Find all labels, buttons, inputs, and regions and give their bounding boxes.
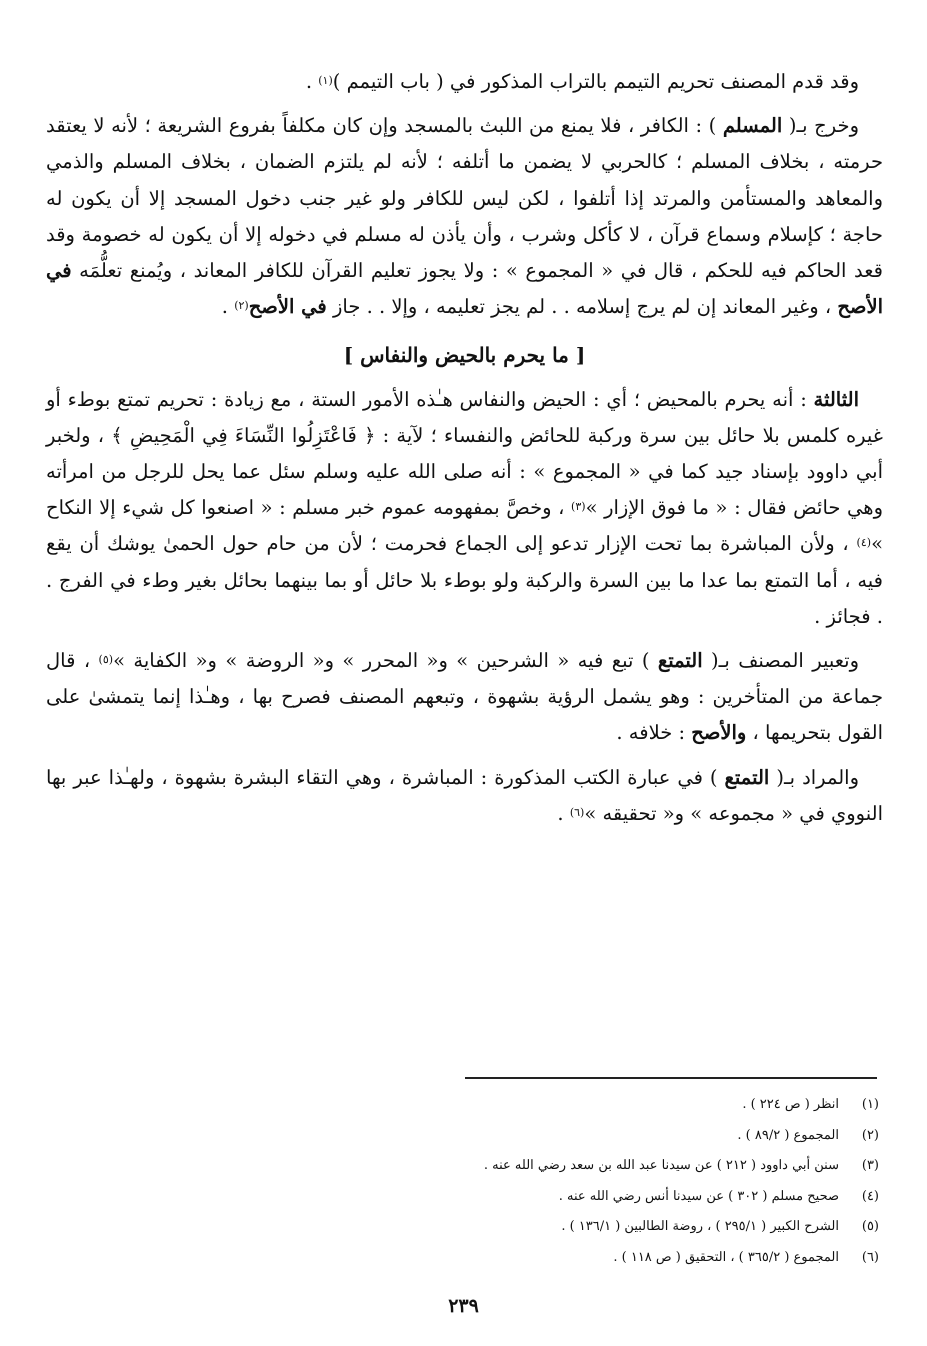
- bold-term: التمتع: [724, 765, 770, 789]
- footnote-number: (٥): [861, 1219, 879, 1234]
- text-run: والمراد بـ(: [769, 765, 859, 789]
- footnote-number: (٢): [861, 1127, 879, 1143]
- footnote-item: [46, 1121, 879, 1152]
- bold-term: في الأصح: [248, 295, 327, 319]
- section-heading: [ ما يحرم بالحيض والنفاس ]: [343, 343, 586, 368]
- footnote-ref: (٢): [234, 299, 249, 313]
- footnote-ref: (٣): [571, 500, 586, 514]
- footnote-ref: (٦): [569, 805, 585, 819]
- text-run: ) : الكافر ، فلا يمنع من اللبث بالمسجد وإن كان مكلفاً بفروع الشريعة ؛ لأنه لا يعتقد حرمته ، بخلاف المسلم ؛ كالحربي لا يضمن ما أتلفه ؛ لأنه لم يلتزم الضمان ، بخلاف المسلم والذمي والمعاهد والمستأمن والمرتد إذا أتلفوا ، لكن ليس للكافر ولو غير جنب دخول المسجد إلا أن يكون له حاجة ؛ كإسلام وسماع قرآن ، لا كأكل وشرب ، وأن يأذن له مسلم في دخوله إلا أن يكون له خصومة وقد قعد الحاكم فيه للحكم ، قال في « المجموع » : ولا يجوز تعليم القرآن للكافر المعاند ، ويُمنع تعلُّمَه: [46, 114, 883, 283]
- footnote-text: الشرح الكبير ( ٢٩٥/١ ) ، روضة الطالبين ( ١٣٦/١ ) .: [561, 1219, 839, 1234]
- text-run: وتعبير المصنف بـ(: [702, 649, 859, 673]
- text-run: : أنه يحرم بالمحيض ؛ أي : الحيض والنفاس هـٰذه الأمور الستة ، مع زيادة : تحريم تمتع بوطء أو غيره كلمس بلا حائل بين سرة وركبة للحائض والنفساء ؛ لآية : ﴿ فَاعْتَزِلُوا النِّسَاءَ فِي الْمَحِيضِ ﴾ ، ولخبر أبي داوود بإسناد جيد كما في « المجموع » : أنه صلى الله عليه وسلم سئل عما يحل للرجل من امرأته وهي حائض فقال : « ما فوق الإزار »: [46, 387, 883, 520]
- paragraph: [46, 643, 883, 752]
- footnote-ref: (٤): [856, 536, 872, 550]
- text-run: ) في عبارة الكتب المذكورة : المباشرة ، وهي التقاء البشرة بشهوة ، ولهـٰذا عبر بها النووي في « مجموعه » و« تحقيقه »: [46, 765, 883, 825]
- text-run: وقد قدم المصنف تحريم التيمم بالتراب المذكور في ( باب التيمم ): [332, 70, 859, 93]
- bold-term: التمتع: [657, 649, 703, 673]
- footnote-item: [46, 1212, 879, 1243]
- footnote-item: [46, 1090, 879, 1121]
- footnotes: [46, 1090, 879, 1273]
- section-before-heading: [46, 64, 883, 325]
- footnote-divider: [465, 1077, 877, 1079]
- bold-term: الثالثة: [813, 387, 859, 411]
- footnote-text: المجموع ( ٣٦٥/٢ ) ، التحقيق ( ص ١١٨ ) .: [613, 1249, 839, 1265]
- footnote-item: [46, 1151, 879, 1182]
- text-run: .: [221, 295, 235, 319]
- page-number: ٢٣٩: [448, 1295, 479, 1317]
- footnote-item: [46, 1182, 879, 1213]
- text-run: ، وغير المعاند إن لم يرج إسلامه . . لم يجز تعليمه ، وإلا . . جاز: [326, 295, 838, 319]
- text-run: ) تبع فيه « الشرحين » و« المحرر » و« الروضة » و« الكفاية »: [113, 649, 658, 673]
- footnote-text: المجموع ( ٨٩/٢ ) .: [737, 1127, 839, 1143]
- footnote-number: (٣): [861, 1158, 879, 1173]
- footnote-ref: (٥): [98, 653, 114, 667]
- text-run: .: [557, 801, 570, 825]
- footnote-number: (٦): [861, 1249, 879, 1265]
- bold-term: في الأصح: [46, 259, 883, 319]
- paragraph: [46, 382, 883, 635]
- text-run: ، ولأن المباشرة بما تحت الإزار تدعو إلى الجماع فحرمت ؛ لأن من حام حول الحمىٰ يوشك أن يقع فيه ، أما التمتع بما عدا ما بين السرة والركبة ولو بوطء بلا حائل أو بما بينهما بحائل بغير وطء في الفرج . . فجائز .: [46, 532, 883, 628]
- section-menstruation: [46, 382, 883, 832]
- text-run: ، قال جماعة من المتأخرين : وهو يشمل الرؤية بشهوة ، وتبعهم المصنف فصرح بها ، وهـٰذا إنما يتمشىٰ على القول بتحريمها ،: [46, 649, 883, 745]
- footnote-number: (١): [861, 1097, 879, 1112]
- paragraph: [46, 108, 883, 325]
- main-text: [46, 64, 883, 832]
- footnote-text: صحيح مسلم ( ٣٠٢ ) عن سيدنا أنس رضي الله عنه .: [558, 1188, 839, 1204]
- footnote-item: [46, 1243, 879, 1274]
- footnote-ref: (١): [318, 74, 333, 87]
- footnote-text: انظر ( ص ٢٢٤ ) .: [742, 1097, 839, 1112]
- footnote-number: (٤): [861, 1188, 879, 1204]
- bold-term: والأصح: [691, 721, 747, 745]
- footnote-text: سنن أبي داوود ( ٢١٢ ) عن سيدنا عبد الله بن سعد رضي الله عنه .: [483, 1158, 839, 1173]
- text-run: وخرج بـ(: [782, 114, 859, 138]
- text-run: ، وخصَّ بمفهومه عموم خبر مسلم : « اصنعوا كل شيء إلا النكاح »: [46, 496, 883, 556]
- paragraph: [46, 64, 883, 100]
- text-run: .: [305, 70, 319, 93]
- text-run: : خلافه .: [616, 721, 692, 745]
- paragraph: [46, 760, 883, 832]
- bold-term: المسلم: [722, 114, 783, 138]
